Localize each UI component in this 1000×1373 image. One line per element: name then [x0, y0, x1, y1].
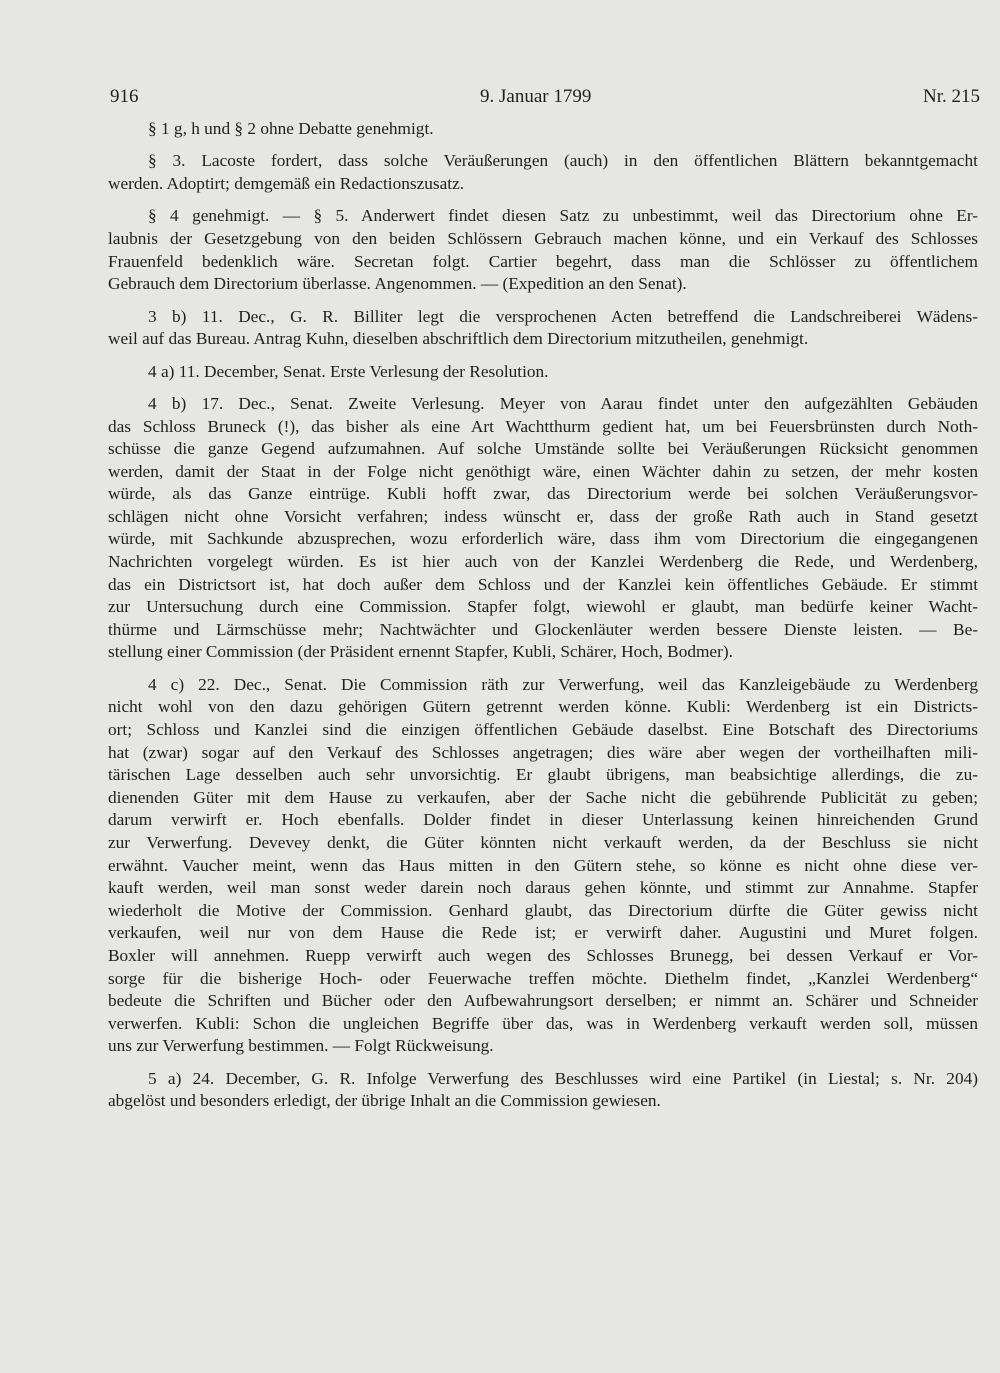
text-line: schlägen nicht ohne Vorsicht verfahren; indess wünscht er, dass der große Rath auch in Stand gesetzt: [108, 506, 978, 526]
text-line: ort; Schloss und Kanzlei sind die einzigen öffentlichen Gebäude daselbst. Eine Botschaft des Directoriums: [108, 720, 978, 740]
text-line: verwerfen. Kubli: Schon die ungleichen Begriffe über das, was in Werdenberg verkauft werden soll, müssen: [108, 1013, 978, 1033]
text-line: § 3. Lacoste fordert, dass solche Veräußerungen (auch) in den öffentlichen Blättern bekanntgemacht: [148, 151, 978, 171]
text-line: laubnis der Gesetzgebung von den beiden Schlössern Gebrauch machen könne, und ein Verkauf des Schlosses: [108, 228, 978, 248]
text-line: 3 b) 11. Dec., G. R. Billiter legt die versprochenen Acten betreffend die Landschreiberei Wädens-: [148, 306, 978, 326]
text-line: thürme und Lärmschüsse mehr; Nachtwächter und Glockenläuter werden bessere Dienste leisten. — Be-: [108, 619, 978, 639]
text-line: das ein Districtsort ist, hat doch außer dem Schloss und der Kanzlei kein öffentliches Gebäude. Er stimmt: [108, 574, 978, 594]
text-line: nicht wohl von den dazu gehörigen Gütern getrennt werden könne. Kubli: Werdenberg ist ein Districts-: [108, 697, 978, 717]
text-line: schüsse die ganze Gegend aufzumahnen. Auf solche Umstände sollte bei Veräußerungen Rücksicht genommen: [108, 439, 978, 459]
text-line: zur Untersuchung durch eine Commission. Stapfer folgt, wiewohl er glaubt, man bedürfe keiner Wacht-: [108, 597, 978, 617]
document-number: Nr. 215: [923, 86, 980, 107]
text-line: verkaufen, weil nur von dem Hause die Rede ist; er verwirft daher. Augustini und Muret folgen.: [108, 923, 978, 943]
text-line: würde, als das Ganze eintrüge. Kubli hofft zwar, das Directorium werde bei solchen Veräußerungsvor-: [108, 484, 978, 504]
text-line: stellung einer Commission (der Präsident ernennt Stapfer, Kubli, Schärer, Hoch, Bodmer).: [108, 642, 733, 662]
text-line: bedeute die Schriften und Bücher oder den Aufbewahrungsort derselben; er nimmt an. Schärer und Schneider: [108, 991, 978, 1011]
paragraph: [108, 393, 978, 664]
text-line: 4 a) 11. December, Senat. Erste Verlesung der Resolution.: [148, 361, 549, 381]
paragraph: [108, 674, 978, 1058]
text-line: weil auf das Bureau. Antrag Kuhn, dieselben abschriftlich dem Directorium mitzutheilen, genehmigt.: [108, 329, 809, 349]
text-line: uns zur Verwerfung bestimmen. — Folgt Rückweisung.: [108, 1036, 494, 1056]
text-line: sorge für die bisherige Hoch- oder Feuerwache treffen möchte. Diethelm findet, „Kanzlei Werdenberg“: [108, 968, 978, 988]
text-line: erwähnt. Vaucher meint, wenn das Haus mitten in den Gütern stehe, so könne es nicht ohne diese ver-: [108, 855, 978, 875]
header-date: 9. Januar 1799: [480, 86, 592, 107]
text-line: Frauenfeld bedenklich wäre. Secretan folgt. Cartier begehrt, dass man die Schlösser zu öffentlichem: [108, 251, 978, 271]
text-line: zur Verwerfung. Devevey denkt, die Güter könnten nicht verkauft werden, da der Beschluss sie nicht: [108, 833, 978, 852]
text-line: 4 b) 17. Dec., Senat. Zweite Verlesung. Meyer von Aarau findet unter den aufgezählten Gebäuden: [148, 393, 978, 413]
text-line: werden, damit der Staat in der Folge nicht genöthigt wäre, einen Wächter dahin zu setzen, der mehr kosten: [108, 461, 978, 481]
text-line: werden. Adoptirt; demgemäß ein Redactionszusatz.: [108, 173, 465, 193]
text-line: das Schloss Bruneck (!), das bisher als eine Art Wachtthurm gedient hat, um bei Feuersbrünsten durch Noth-: [108, 416, 978, 436]
text-line: § 1 g, h und § 2 ohne Debatte genehmigt.: [148, 119, 434, 138]
text-line: § 4 genehmigt. — § 5. Anderwert findet diesen Satz zu unbestimmt, weil das Directorium ohne Er-: [148, 206, 978, 226]
text-line: Boxler will annehmen. Ruepp verwirft auch wegen des Schlosses Brunegg, bei dessen Verkauf er Vor-: [108, 945, 978, 965]
body-text: [108, 118, 978, 1123]
text-line: Nachrichten vorgelegt würden. Es ist hier auch von der Kanzlei Werdenberg die Rede, und Werdenberg,: [108, 552, 978, 572]
text-line: 4 c) 22. Dec., Senat. Die Commission räth zur Verwerfung, weil das Kanzleigebäude zu Werdenberg: [148, 674, 978, 694]
page-number: 916: [110, 86, 139, 107]
page-header: [110, 86, 980, 116]
text-line: darum verwirft er. Hoch ebenfalls. Dolder findet in dieser Unterlassung keinen hinreichenden Grund: [108, 810, 978, 830]
text-line: dienenden Güter mit dem Hause zu verkaufen, aber der Sache nicht die gebührende Publicität zu geben;: [108, 787, 978, 807]
text-line: 5 a) 24. December, G. R. Infolge Verwerfung des Beschlusses wird eine Partikel (in Liestal; s. Nr. 204): [148, 1068, 978, 1088]
paragraph: [108, 306, 978, 351]
paragraph: [108, 205, 978, 295]
paragraph: [108, 118, 978, 141]
text-line: abgelöst und besonders erledigt, der übrige Inhalt an die Commission gewiesen.: [108, 1091, 661, 1111]
text-line: würde, mit Sachkunde abzusprechen, wozu erforderlich wäre, dass ihm vom Directorium die eingegangenen: [108, 529, 978, 549]
paragraph: [108, 150, 978, 195]
text-line: wiederholt die Motive der Commission. Genhard glaubt, das Directorium dürfte die Güter gewiss nicht: [108, 900, 978, 920]
text-line: Gebrauch dem Directorium überlasse. Angenommen. — (Expedition an den Senat).: [108, 274, 687, 294]
paragraph: [108, 1068, 978, 1113]
text-line: kauft werden, weil man sonst weder darein noch daraus gehen könnte, und stimmt zur Annahme. Stapfer: [108, 878, 978, 898]
text-line: tärischen Lage desselben auch sehr unvorsichtig. Er glaubt übrigens, man beabsichtige allerdings, die zu-: [108, 765, 978, 785]
text-line: hat (zwar) sogar auf den Verkauf des Schlosses angetragen; dies wäre aber wegen der vortheilhaften mili-: [108, 742, 978, 762]
paragraph: [108, 361, 978, 384]
